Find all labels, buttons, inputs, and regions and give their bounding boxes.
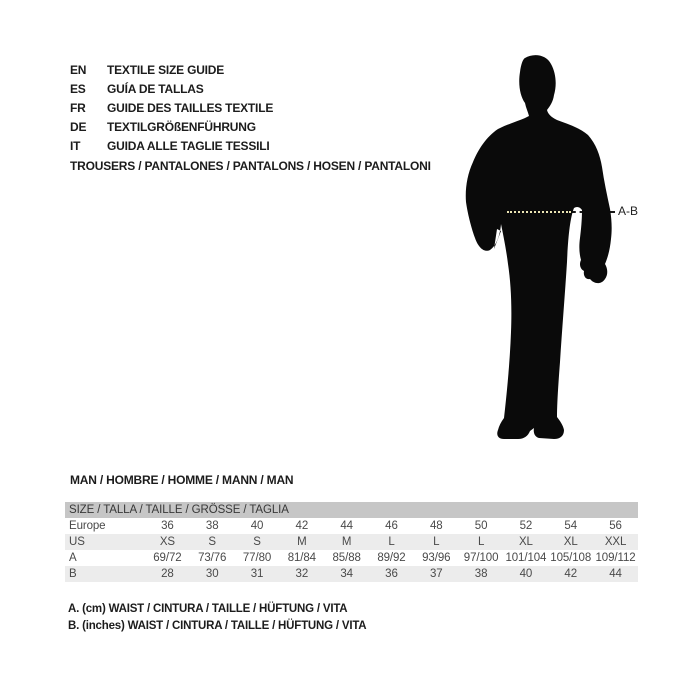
- language-code: ES: [70, 81, 86, 96]
- language-row: [70, 117, 273, 136]
- footnote-a: A. (cm) WAIST / CINTURA / TAILLE / HÜFTUNG / VITA: [68, 603, 348, 615]
- table-cell: XXL: [604, 536, 627, 548]
- table-row: [65, 518, 638, 534]
- table-cell: 56: [609, 520, 622, 532]
- table-cell: XS: [159, 536, 175, 548]
- table-cell: 109/112: [595, 552, 636, 564]
- measure-dotted-line: [507, 211, 571, 213]
- table-cell: 52: [519, 520, 533, 532]
- table-cell: 40: [519, 568, 533, 580]
- language-row: [70, 60, 273, 79]
- language-list: [70, 60, 273, 155]
- table-row-label: US: [69, 536, 85, 548]
- language-code: EN: [70, 62, 87, 77]
- language-code: IT: [70, 138, 81, 153]
- table-cell: 31: [250, 568, 264, 580]
- language-code: DE: [70, 119, 87, 134]
- table-cell: 32: [295, 568, 309, 580]
- language-row: [70, 136, 273, 155]
- table-cell: 50: [474, 520, 488, 532]
- measure-label: A-B: [618, 204, 639, 218]
- table-cell: 42: [564, 568, 578, 580]
- table-cell: 69/72: [153, 552, 182, 564]
- gender-title: MAN / HOMBRE / HOMME / MANN / MAN: [70, 473, 294, 487]
- table-cell: 42: [295, 520, 309, 532]
- table-cell: 73/76: [198, 552, 227, 564]
- table-cell: 44: [609, 568, 622, 580]
- table-cell: XL: [518, 536, 533, 548]
- table-row: [65, 550, 638, 566]
- table-row-label: A: [69, 552, 77, 564]
- size-table-body: [65, 518, 638, 582]
- table-cell: L: [477, 536, 485, 548]
- table-cell: 81/84: [287, 552, 316, 564]
- table-row: [65, 566, 638, 582]
- garment-title: TROUSERS / PANTALONES / PANTALONS / HOSEN / PANTALONI: [70, 159, 431, 173]
- table-cell: 38: [474, 568, 488, 580]
- table-cell: XL: [563, 536, 578, 548]
- footnote-b: B. (inches) WAIST / CINTURA / TAILLE / HÜFTUNG / VITA: [68, 620, 367, 632]
- language-label: GUIDA ALLE TAGLIE TESSILI: [107, 138, 270, 153]
- language-label: GUIDE DES TAILLES TEXTILE: [107, 100, 274, 115]
- man-silhouette-figure: [430, 40, 670, 470]
- table-cell: 40: [250, 520, 264, 532]
- table-cell: 48: [429, 520, 443, 532]
- table-cell: 105/108: [550, 552, 592, 564]
- table-cell: 38: [205, 520, 219, 532]
- table-cell: 44: [340, 520, 353, 532]
- table-row-label: Europe: [69, 520, 106, 532]
- table-cell: 46: [385, 520, 398, 532]
- table-cell: 28: [161, 568, 174, 580]
- table-cell: 97/100: [463, 552, 499, 564]
- table-cell: 101/104: [505, 552, 547, 564]
- table-cell: M: [341, 536, 352, 548]
- table-cell: S: [208, 536, 216, 548]
- table-cell: 34: [340, 568, 353, 580]
- table-cell: 30: [205, 568, 219, 580]
- table-row: [65, 534, 638, 550]
- table-cell: 89/92: [377, 552, 406, 564]
- language-label: TEXTILGRÖßENFÜHRUNG: [107, 119, 256, 134]
- language-label: GUÍA DE TALLAS: [107, 81, 204, 96]
- table-cell: 54: [564, 520, 578, 532]
- table-cell: 77/80: [242, 552, 272, 564]
- size-table-header: SIZE / TALLA / TAILLE / GRÖSSE / TAGLIA: [65, 502, 638, 518]
- table-cell: M: [297, 536, 307, 548]
- table-cell: 36: [385, 568, 398, 580]
- table-cell: L: [388, 536, 395, 548]
- language-row: [70, 98, 273, 117]
- table-row-label: B: [69, 568, 77, 580]
- language-code: FR: [70, 100, 86, 115]
- man-silhouette-icon: [430, 40, 670, 470]
- language-label: TEXTILE SIZE GUIDE: [107, 62, 225, 77]
- table-cell: 37: [429, 568, 443, 580]
- language-row: [70, 79, 273, 98]
- table-cell: 93/96: [422, 552, 451, 564]
- table-cell: 85/88: [332, 552, 361, 564]
- size-table: [65, 502, 638, 582]
- table-cell: L: [433, 536, 440, 548]
- table-cell: S: [253, 536, 261, 548]
- table-cell: 36: [161, 520, 174, 532]
- footnotes: [68, 601, 366, 635]
